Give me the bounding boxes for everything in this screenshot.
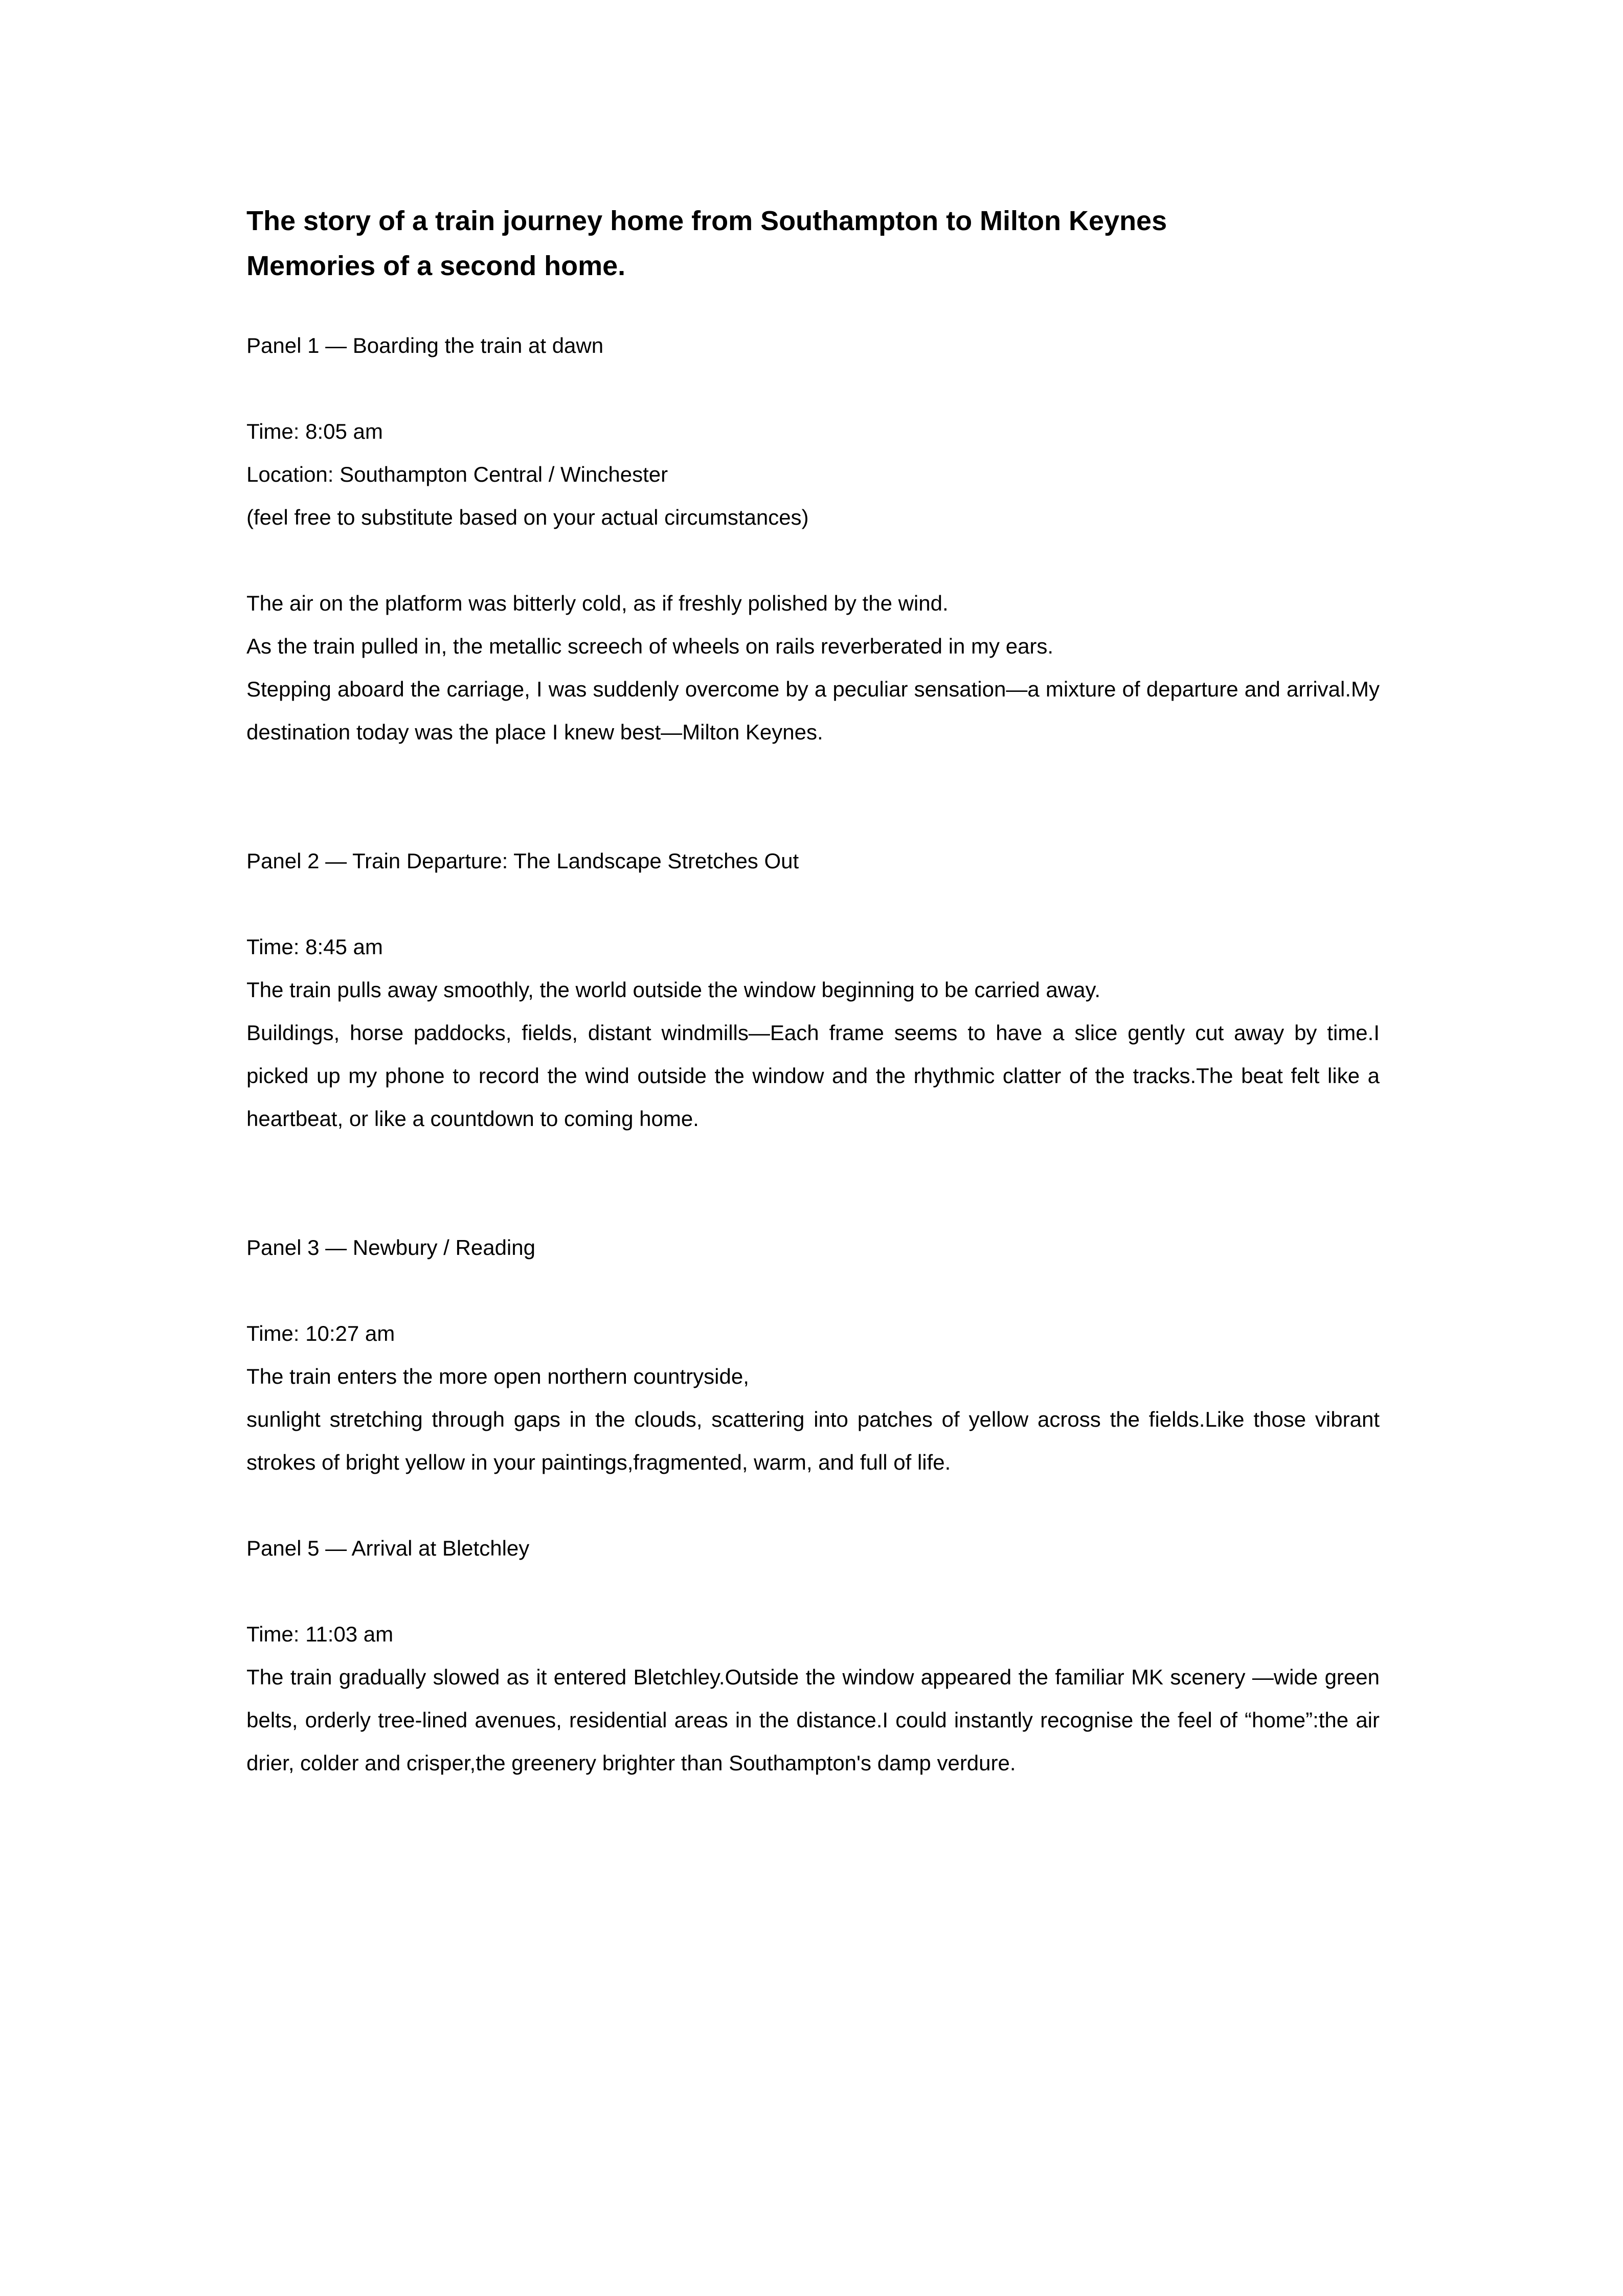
panel-3-time: Time: 10:27 am	[246, 1321, 395, 1345]
panel-5-time: Time: 11:03 am	[246, 1622, 394, 1646]
document-content	[246, 198, 1380, 1785]
panel-1-time: Time: 8:05 am	[246, 419, 383, 443]
panel-5-body-line-1: The train gradually slowed as it entered Bletchley.Outside the window appeared the familiar MK scenery —wide green belts, orderly tree-lined avenues, residential areas in the distance.I could instantly recognise the feel of “home”:the air drier, colder and crisper,the greenery brighter than Southampton's damp verdure.	[246, 1665, 1380, 1775]
panel-2-time: Time: 8:45 am	[246, 935, 383, 959]
panel-5-heading: Panel 5 — Arrival at Bletchley	[246, 1536, 530, 1560]
spacer	[246, 1484, 1380, 1527]
panel-1-location: Location: Southampton Central / Winchester	[246, 462, 668, 486]
panel-2-body-line-2: Buildings, horse paddocks, fields, distant windmills—Each frame seems to have a slice gently cut away by time.I picked up my phone to record the wind outside the window and the rhythmic clatter of the tracks.The beat felt like a heartbeat, or like a countdown to coming home.	[246, 1021, 1380, 1131]
spacer	[246, 1269, 1380, 1312]
spacer	[246, 1570, 1380, 1613]
panel-1-note: (feel free to substitute based on your actual circumstances)	[246, 505, 809, 529]
panel-1-body-line-2: As the train pulled in, the metallic screech of wheels on rails reverberated in my ears.	[246, 634, 1054, 658]
spacer	[246, 1140, 1380, 1226]
document-title-line-2: Memories of a second home.	[246, 251, 626, 281]
panel-1-body-line-3: Stepping aboard the carriage, I was suddenly overcome by a peculiar sensation—a mixture of departure and arrival.My destination today was the place I knew best—Milton Keynes.	[246, 677, 1380, 744]
panel-3-body-line-1: The train enters the more open northern countryside,	[246, 1364, 749, 1388]
panel-2-body-line-1: The train pulls away smoothly, the world outside the window beginning to be carried away.	[246, 978, 1101, 1002]
spacer	[246, 288, 1380, 324]
panel-3-body-line-2: sunlight stretching through gaps in the clouds, scattering into patches of yellow across the fields.Like those vibrant strokes of bright yellow in your paintings,fragmented, warm, and full of life.	[246, 1407, 1380, 1474]
document-title-line-1: The story of a train journey home from Southampton to Milton Keynes	[246, 206, 1167, 236]
spacer	[246, 367, 1380, 410]
panel-3-heading: Panel 3 — Newbury / Reading	[246, 1235, 535, 1259]
panel-1-body-line-1: The air on the platform was bitterly cold, as if freshly polished by the wind.	[246, 591, 949, 615]
spacer	[246, 539, 1380, 582]
panel-2-heading: Panel 2 — Train Departure: The Landscape Stretches Out	[246, 849, 799, 873]
panel-1-heading: Panel 1 — Boarding the train at dawn	[246, 333, 604, 357]
spacer	[246, 883, 1380, 926]
spacer	[246, 754, 1380, 840]
